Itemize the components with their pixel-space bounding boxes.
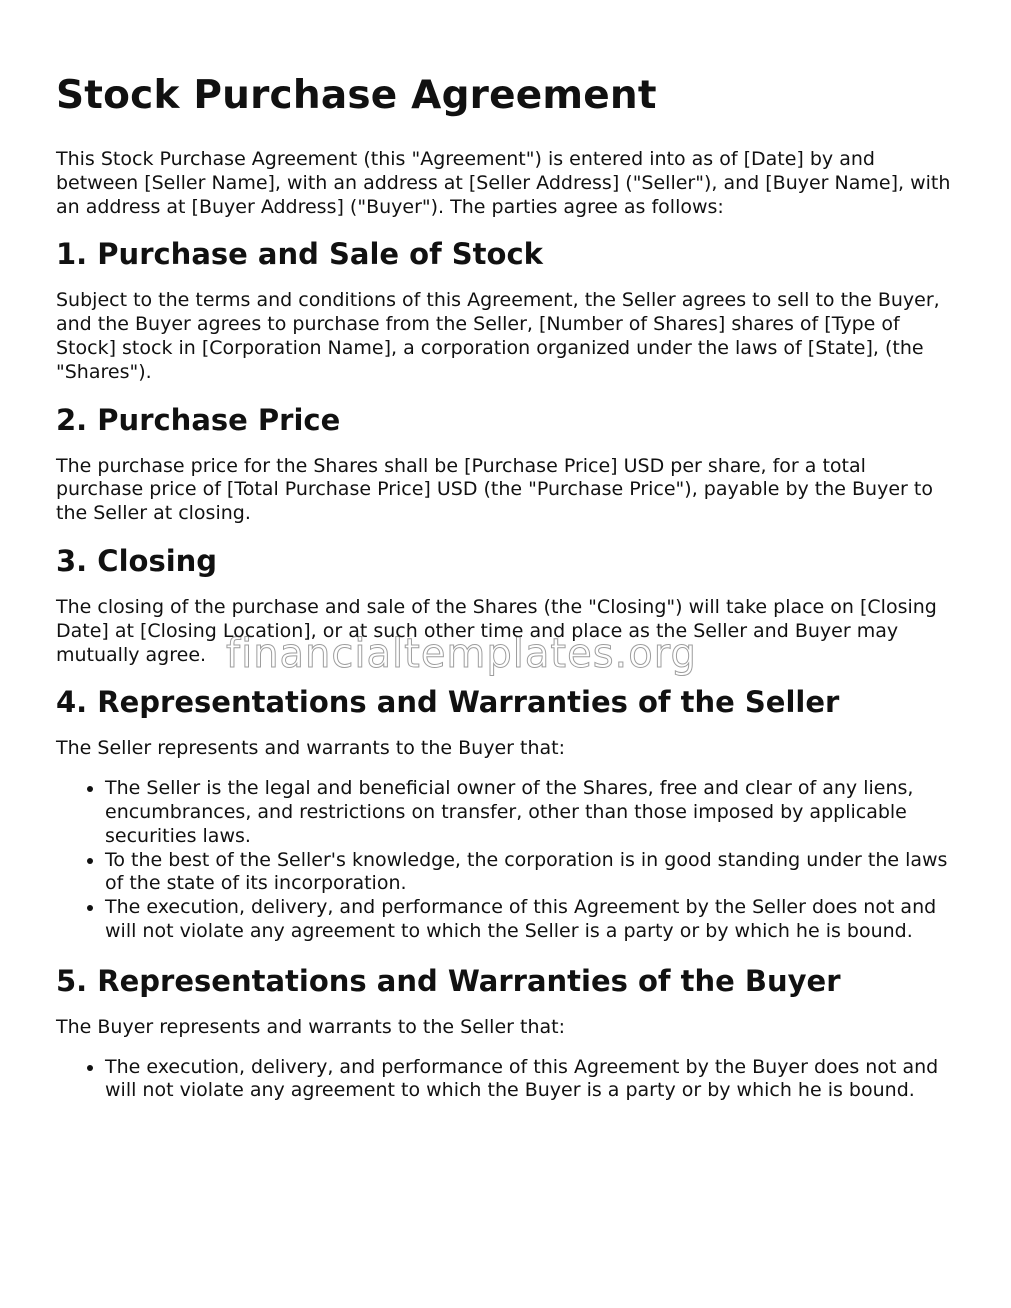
- section-closing: [56, 542, 956, 667]
- section-heading: 3. Closing: [56, 543, 218, 578]
- watermark: financialtemplates.org: [226, 631, 697, 677]
- section-buyer-warranties: [56, 962, 956, 1103]
- section-body: Subject to the terms and conditions of this Agreement, the Seller agrees to sell to the Buyer, and the Buyer agrees to purchase from the Seller, [Number of Shares] shares of [Type of Stock] stock in [Corporation Name], a corporation organized under the laws of [State], (the "Shares").: [56, 289, 940, 383]
- document-title: Stock Purchase Agreement: [56, 73, 657, 118]
- section-purchase-price: [56, 401, 956, 526]
- section-heading: 2. Purchase Price: [56, 402, 341, 437]
- section-body: The Buyer represents and warrants to the Seller that:: [56, 1015, 565, 1038]
- warranty-list: [56, 777, 956, 944]
- list-item: • The execution, delivery, and performance of this Agreement by the Seller does not and will not violate any agreement to which the Seller is a party or by which he is bound.: [105, 896, 956, 944]
- section-purchase-and-sale: [56, 235, 956, 384]
- list-item: • The Seller is the legal and beneficial owner of the Shares, free and clear of any liens, encumbrances, and restrictions on transfer, other than those imposed by applicable securities laws.: [105, 777, 956, 848]
- section-body: The purchase price for the Shares shall be [Purchase Price] USD per share, for a total purchase price of [Total Purchase Price] USD (the "Purchase Price"), payable by the Buyer to the Seller at closing.: [56, 454, 933, 525]
- list-item: • The execution, delivery, and performance of this Agreement by the Buyer does not and will not violate any agreement to which the Buyer is a party or by which he is bound.: [105, 1056, 956, 1104]
- section-heading: 4. Representations and Warranties of the Seller: [56, 685, 840, 720]
- section-body: The Seller represents and warrants to the Buyer that:: [56, 737, 565, 760]
- section-heading: 1. Purchase and Sale of Stock: [56, 237, 543, 272]
- section-heading: 5. Representations and Warranties of the Buyer: [56, 963, 841, 998]
- document: [56, 70, 956, 1121]
- intro-paragraph: This Stock Purchase Agreement (this "Agreement") is entered into as of [Date] by and between [Seller Name], with an address at [Seller Address] ("Seller"), and [Buyer Name], with an address at [Buyer Address] ("Buyer"). The parties agree as follows:: [56, 148, 951, 218]
- list-item: • To the best of the Seller's knowledge, the corporation is in good standing under the laws of the state of its incorporation.: [105, 849, 956, 897]
- section-body: The closing of the purchase and sale of the Shares (the "Closing") will take place on [Closing Date] at [Closing Location], or at such other time and place as the Seller and Buyer may mutually agree.: [56, 595, 937, 666]
- section-seller-warranties: [56, 683, 956, 943]
- warranty-list: [56, 1056, 956, 1104]
